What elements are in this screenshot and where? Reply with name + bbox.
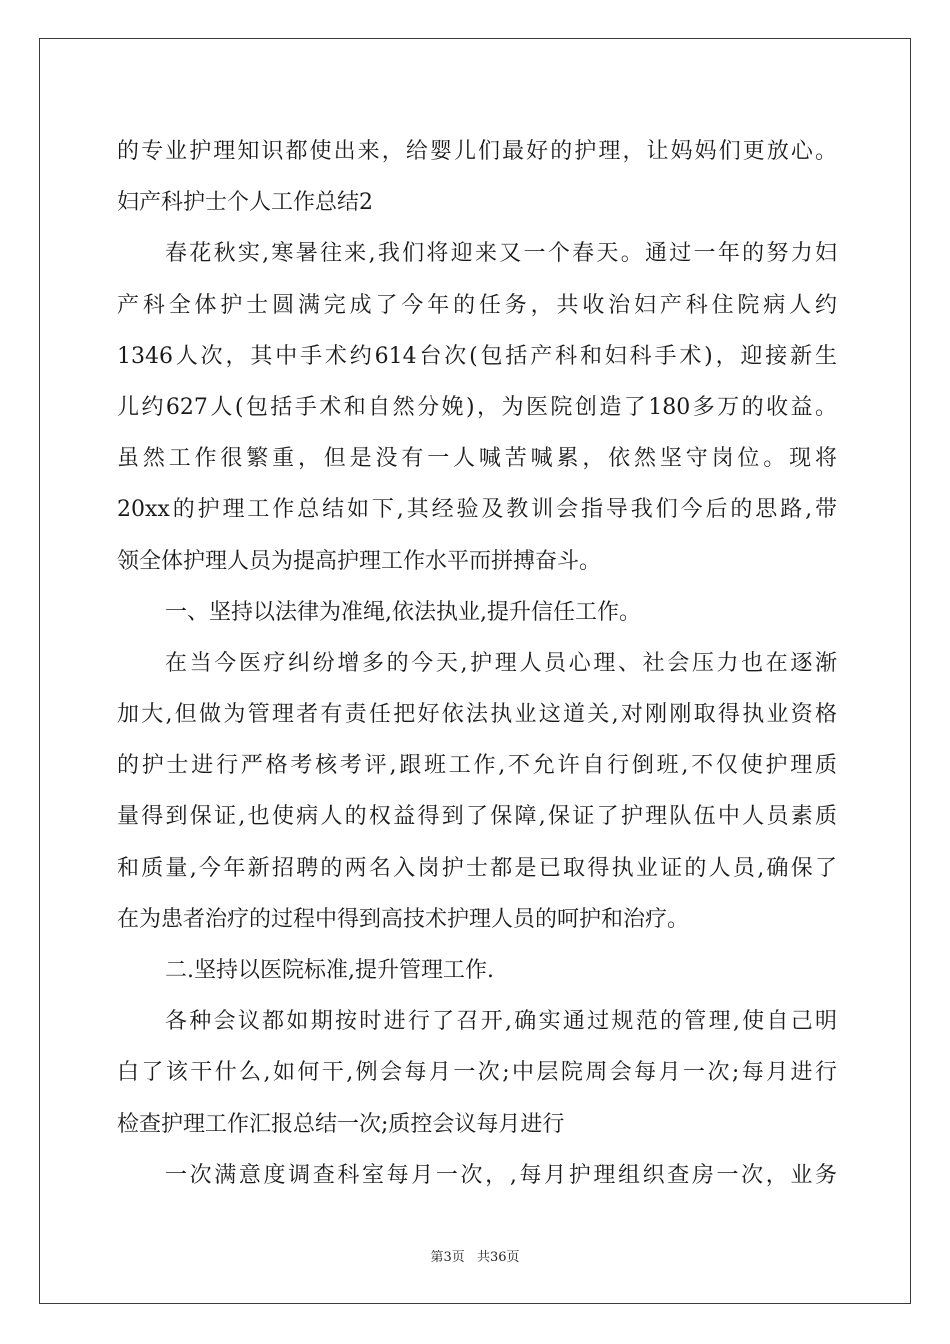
text-line: 产科全体护士圆满完成了今年的任务，共收治妇产科住院病人约 — [117, 292, 837, 318]
text-line: 和质量,今年新招聘的两名入岗护士都是已取得执业证的人员,确保了 — [117, 855, 837, 881]
page-footer — [0, 1246, 950, 1265]
text-line: 20xx的护理工作总结如下,其经验及教训会指导我们今后的思路,带 — [117, 497, 837, 523]
subsection-heading: 二.坚持以医院标准,提升管理工作. — [165, 958, 494, 983]
section-heading: 妇产科护士个人工作总结2 — [117, 190, 373, 216]
text-line: 儿约627人(包括手术和自然分娩)，为医院创造了180多万的收益。 — [117, 394, 837, 420]
text-line: 的专业护理知识都使出来，给婴儿们最好的护理，让妈妈们更放心。 — [117, 139, 837, 164]
text-line: 在当今医疗纠纷增多的今天,护理人员心理、社会压力也在逐渐 — [165, 650, 837, 676]
text-line: 虽然工作很繁重，但是没有一人喊苦喊累，依然坚守岗位。现将 — [117, 446, 837, 472]
text-line: 一次满意度调查科室每月一次，,每月护理组织查房一次，业务 — [165, 1162, 837, 1188]
text-line: 1346人次，其中手术约614台次(包括产科和妇科手术)，迎接新生 — [117, 343, 837, 369]
subsection-heading: 一、坚持以法律为准绳,依法执业,提升信任工作。 — [165, 599, 641, 625]
document-body — [117, 126, 837, 1201]
text-line: 各种会议都如期按时进行了召开,确实通过规范的管理,使自己明 — [165, 1009, 837, 1035]
text-line: 领全体护理人员为提高护理工作水平而拼搏奋斗。 — [117, 548, 602, 574]
text-line: 在为患者治疗的过程中得到高技术护理人员的呵护和治疗。 — [117, 906, 690, 932]
text-line: 检查护理工作汇报总结一次;质控会议每月进行 — [117, 1111, 565, 1137]
text-line: 的护士进行严格考核考评,跟班工作,不允许自行倒班,不仅使护理质 — [117, 753, 837, 779]
page-total: 共36页 — [476, 1250, 520, 1265]
page-number: 第3页 — [430, 1250, 465, 1265]
text-line: 加大,但做为管理者有责任把好依法执业这道关,对刚刚取得执业资格 — [117, 702, 837, 728]
text-line: 春花秋实,寒暑往来,我们将迎来又一个春天。通过一年的努力妇 — [165, 241, 837, 267]
text-line: 白了该干什么,如何干,例会每月一次;中层院周会每月一次;每月进行 — [117, 1060, 837, 1086]
text-line: 量得到保证,也使病人的权益得到了保障,保证了护理队伍中人员素质 — [117, 804, 837, 830]
